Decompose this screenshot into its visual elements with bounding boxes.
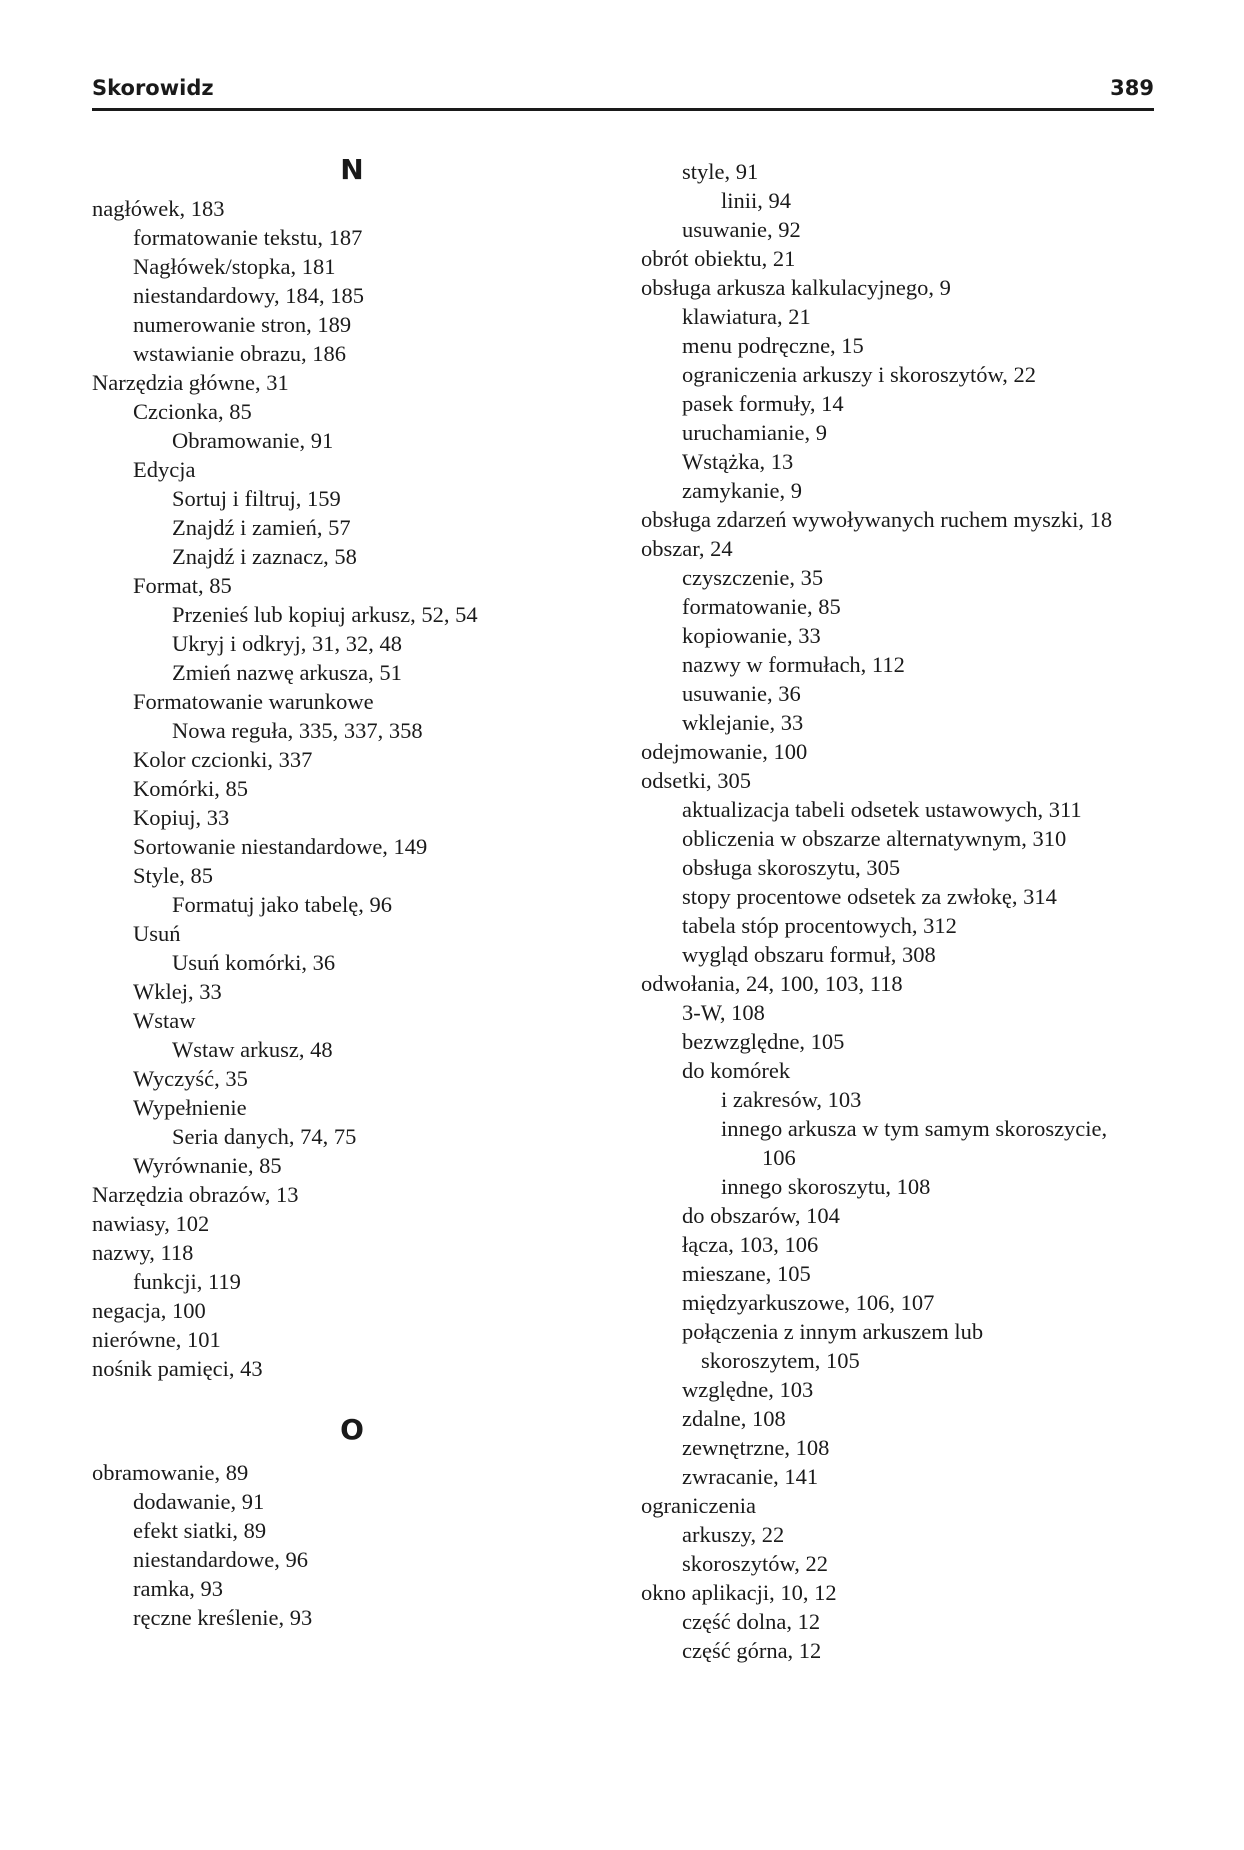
index-subentry: Wstążka, 13: [682, 449, 794, 474]
index-subentry: kopiowanie, 33: [682, 623, 821, 648]
index-subentry: Style, 85: [133, 863, 214, 888]
section-letter-n: N: [340, 153, 364, 186]
index-entry: nazwy, 118: [92, 1240, 194, 1265]
index-entry: obsługa arkusza kalkulacyjnego, 9: [641, 275, 951, 300]
index-subentry: Czcionka, 85: [133, 399, 252, 424]
index-entry-continuation: skoroszytem, 105: [701, 1348, 860, 1373]
index-subentry: niestandardowe, 96: [133, 1547, 308, 1572]
index-subsubentry: Ukryj i odkryj, 31, 32, 48: [172, 631, 402, 656]
index-subentry: wstawianie obrazu, 186: [133, 341, 347, 366]
index-subsubentry: Znajdź i zaznacz, 58: [172, 544, 357, 569]
index-subentry: efekt siatki, 89: [133, 1518, 267, 1543]
index-entry: odwołania, 24, 100, 103, 118: [641, 971, 903, 996]
index-subentry: bezwzględne, 105: [682, 1029, 845, 1054]
index-subentry: Komórki, 85: [133, 776, 248, 801]
index-subentry: Sortowanie niestandardowe, 149: [133, 834, 428, 859]
index-subentry: międzyarkuszowe, 106, 107: [682, 1290, 935, 1315]
index-subsubentry: Obramowanie, 91: [172, 428, 334, 453]
index-subentry: dodawanie, 91: [133, 1489, 265, 1514]
index-subentry: Formatowanie warunkowe: [133, 689, 374, 714]
index-entry: ograniczenia: [641, 1493, 756, 1518]
page-number: 389: [1110, 76, 1154, 100]
index-subentry: część górna, 12: [682, 1638, 822, 1663]
index-subentry: ręczne kreślenie, 93: [133, 1605, 313, 1630]
index-entry: obszar, 24: [641, 536, 733, 561]
index-subentry: połączenia z innym arkuszem lub: [682, 1319, 984, 1344]
index-subentry: aktualizacja tabeli odsetek ustawowych, 311: [682, 797, 1082, 822]
index-subentry: Wstaw: [133, 1008, 196, 1033]
index-subentry: względne, 103: [682, 1377, 814, 1402]
index-subentry: zewnętrzne, 108: [682, 1435, 830, 1460]
index-entry: odejmowanie, 100: [641, 739, 808, 764]
index-subentry: usuwanie, 36: [682, 681, 801, 706]
index-subentry: stopy procentowe odsetek za zwłokę, 314: [682, 884, 1057, 909]
index-subentry: zwracanie, 141: [682, 1464, 819, 1489]
running-header-title: Skorowidz: [92, 76, 214, 100]
index-subentry: obsługa skoroszytu, 305: [682, 855, 901, 880]
index-subentry: Format, 85: [133, 573, 232, 598]
index-entry: nagłówek, 183: [92, 196, 225, 221]
index-subsubentry: Znajdź i zamień, 57: [172, 515, 351, 540]
section-letter-o: O: [340, 1413, 364, 1446]
index-subentry: arkuszy, 22: [682, 1522, 785, 1547]
index-subentry: tabela stóp procentowych, 312: [682, 913, 957, 938]
index-subentry: mieszane, 105: [682, 1261, 811, 1286]
index-subentry: menu podręczne, 15: [682, 333, 864, 358]
index-subentry: wklejanie, 33: [682, 710, 804, 735]
index-subentry: czyszczenie, 35: [682, 565, 824, 590]
index-subentry: Wklej, 33: [133, 979, 222, 1004]
running-header: [92, 72, 1154, 111]
index-entry: okno aplikacji, 10, 12: [641, 1580, 837, 1605]
index-subentry: klawiatura, 21: [682, 304, 811, 329]
index-subsubentry: Formatuj jako tabelę, 96: [172, 892, 392, 917]
index-subentry: do komórek: [682, 1058, 791, 1083]
index-subsubentry: Seria danych, 74, 75: [172, 1124, 357, 1149]
index-subentry: skoroszytów, 22: [682, 1551, 829, 1576]
index-subsubentry: Nowa reguła, 335, 337, 358: [172, 718, 423, 743]
index-subsubentry: i zakresów, 103: [721, 1087, 862, 1112]
index-subentry: Edycja: [133, 457, 196, 482]
index-entry: negacja, 100: [92, 1298, 206, 1323]
index-subentry: Nagłówek/stopka, 181: [133, 254, 336, 279]
index-subentry: łącza, 103, 106: [682, 1232, 819, 1257]
index-subentry: funkcji, 119: [133, 1269, 241, 1294]
index-subentry: usuwanie, 92: [682, 217, 801, 242]
index-subsubentry: Sortuj i filtruj, 159: [172, 486, 341, 511]
index-subentry: Wyczyść, 35: [133, 1066, 248, 1091]
index-subentry: style, 91: [682, 159, 759, 184]
index-subentry: formatowanie, 85: [682, 594, 841, 619]
index-entry: odsetki, 305: [641, 768, 751, 793]
index-subentry: niestandardowy, 184, 185: [133, 283, 364, 308]
index-subentry: ograniczenia arkuszy i skoroszytów, 22: [682, 362, 1037, 387]
index-subsubentry: innego skoroszytu, 108: [721, 1174, 931, 1199]
index-subentry: do obszarów, 104: [682, 1203, 840, 1228]
index-subentry: Kolor czcionki, 337: [133, 747, 313, 772]
index-entry: obramowanie, 89: [92, 1460, 249, 1485]
index-subentry: 3-W, 108: [682, 1000, 765, 1025]
index-entry: obsługa zdarzeń wywoływanych ruchem myszki, 18: [641, 507, 1113, 532]
index-entry: obrót obiektu, 21: [641, 246, 796, 271]
index-column-right: [641, 157, 1161, 1665]
index-subentry: Wyrównanie, 85: [133, 1153, 282, 1178]
index-subentry: obliczenia w obszarze alternatywnym, 310: [682, 826, 1067, 851]
index-entry: Narzędzia obrazów, 13: [92, 1182, 299, 1207]
index-subsubentry: Przenieś lub kopiuj arkusz, 52, 54: [172, 602, 478, 627]
index-subentry: formatowanie tekstu, 187: [133, 225, 363, 250]
index-entry: nierówne, 101: [92, 1327, 221, 1352]
index-subsubentry: Zmień nazwę arkusza, 51: [172, 660, 402, 685]
index-subentry: Wypełnienie: [133, 1095, 247, 1120]
index-subentry: Usuń: [133, 921, 181, 946]
index-subentry: zdalne, 108: [682, 1406, 786, 1431]
index-subsubentry: Usuń komórki, 36: [172, 950, 336, 975]
index-entry-continuation: 106: [762, 1145, 796, 1170]
index-subentry: Kopiuj, 33: [133, 805, 230, 830]
index-subsubentry: innego arkusza w tym samym skoroszycie,: [721, 1116, 1108, 1141]
index-entry: Narzędzia główne, 31: [92, 370, 289, 395]
index-subsubentry: linii, 94: [721, 188, 792, 213]
index-subsubentry: Wstaw arkusz, 48: [172, 1037, 333, 1062]
index-subentry: wygląd obszaru formuł, 308: [682, 942, 936, 967]
index-subentry: ramka, 93: [133, 1576, 223, 1601]
index-subentry: zamykanie, 9: [682, 478, 802, 503]
index-entry: nawiasy, 102: [92, 1211, 210, 1236]
index-subentry: uruchamianie, 9: [682, 420, 827, 445]
index-subentry: numerowanie stron, 189: [133, 312, 352, 337]
index-column-left: [92, 150, 612, 1632]
index-subentry: nazwy w formułach, 112: [682, 652, 905, 677]
index-entry: nośnik pamięci, 43: [92, 1356, 263, 1381]
index-subentry: część dolna, 12: [682, 1609, 821, 1634]
index-subentry: pasek formuły, 14: [682, 391, 844, 416]
